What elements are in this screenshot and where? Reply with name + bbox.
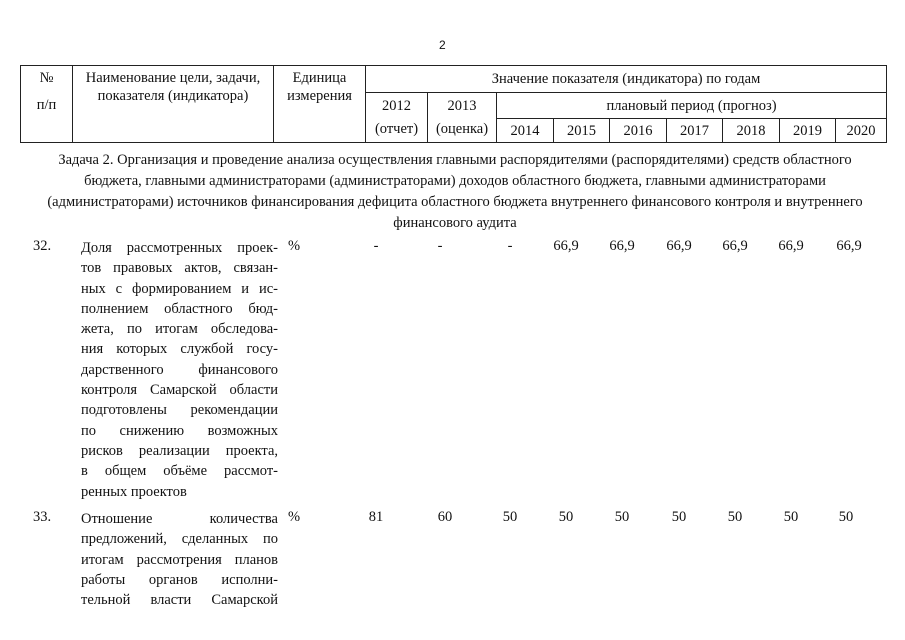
header-year: 2018 — [723, 119, 780, 143]
value-2017: 66,9 — [666, 238, 692, 254]
row-number: 33. — [33, 509, 52, 525]
header-2013-note: (оценка) — [435, 121, 489, 137]
indicator-name-line: Доля рассмотренных проек- — [81, 240, 278, 256]
value-2013: 60 — [437, 509, 453, 525]
value-2016: 66,9 — [609, 238, 635, 254]
table-header — [20, 65, 887, 143]
header-unit: Единица измерения — [274, 66, 366, 143]
header-year: 2015 — [554, 119, 610, 143]
indicator-name-line: предложений, сделанных по — [81, 531, 278, 548]
value-2012: 81 — [368, 509, 384, 525]
indicator-name-line: полнением областного бюд- — [81, 300, 278, 317]
header-year: 2017 — [667, 119, 723, 143]
indicator-name-line: итогам рассмотрения планов — [81, 551, 278, 568]
value-2019: 66,9 — [778, 238, 804, 254]
value-2014: - — [507, 238, 513, 254]
value-2017: 50 — [671, 509, 687, 525]
page-number: 2 — [439, 38, 446, 52]
header-num-symbol: № — [39, 70, 54, 86]
header-num-abbr: п/п — [36, 97, 57, 113]
value-2018: 66,9 — [722, 238, 748, 254]
value-2020: 50 — [838, 509, 854, 525]
value-2020: 66,9 — [836, 238, 862, 254]
indicator-name-line: ных с формированием и ис- — [81, 280, 278, 297]
indicator-name-line: Отношение количества — [81, 511, 278, 527]
header-plan-period: плановый период (прогноз) — [497, 93, 887, 119]
header-2012-year: 2012 — [382, 98, 411, 114]
header-2013 — [428, 93, 497, 143]
unit-cell: % — [288, 509, 301, 525]
value-2019: 50 — [783, 509, 799, 525]
indicator-name-line: работы органов исполни- — [81, 571, 278, 588]
indicator-name-line: жета, по итогам обследова- — [81, 321, 278, 338]
header-year: 2019 — [780, 119, 836, 143]
indicator-name — [81, 509, 278, 610]
value-2016: 50 — [614, 509, 630, 525]
header-2013-year: 2013 — [447, 98, 477, 114]
task-heading: Задача 2. Организация и проведение анализа осуществления главными распорядителями (распорядителями) средств областного бюджета, главными администраторами (администраторами) доходов областного бюджета, главными администраторами (администраторами) источников финансирования дефицита областного бюджета внутреннего финансового контроля и внутреннего финансового аудита — [47, 152, 863, 231]
indicator-name-line: контроля Самарской области — [81, 382, 278, 399]
value-2015: 50 — [558, 509, 574, 525]
header-num — [21, 66, 73, 143]
indicator-name-line: ния которых службой госу- — [81, 341, 278, 358]
value-2014: 50 — [502, 509, 518, 525]
indicator-name-line: тельной власти Самарской — [81, 592, 278, 609]
row-number: 32. — [33, 238, 52, 254]
header-2012-note: (отчет) — [374, 121, 419, 137]
indicator-name-line: по снижению возможных — [81, 422, 278, 439]
value-2018: 50 — [727, 509, 743, 525]
indicator-name-line: в общем объёме рассмот- — [81, 463, 278, 480]
indicator-name-line: подготовлены рекомендации — [81, 402, 278, 419]
header-name: Наименование цели, задачи, показателя (индикатора) — [73, 66, 274, 143]
header-year: 2014 — [497, 119, 554, 143]
indicator-name-line: дарственного финансового — [81, 361, 278, 378]
header-year: 2016 — [610, 119, 667, 143]
indicator-name-line: тов правовых актов, связан- — [81, 260, 278, 277]
header-year: 2020 — [836, 119, 887, 143]
value-2012: - — [373, 238, 379, 254]
header-2012 — [366, 93, 428, 143]
indicator-name-line: рисков реализации проекта, — [81, 442, 278, 459]
indicator-name-line: ренных проектов — [81, 483, 187, 500]
value-2015: 66,9 — [553, 238, 579, 254]
header-values-title: Значение показателя (индикатора) по годам — [366, 66, 887, 93]
value-2013: - — [437, 238, 443, 254]
indicator-name — [81, 238, 278, 502]
unit-cell: % — [288, 238, 301, 254]
